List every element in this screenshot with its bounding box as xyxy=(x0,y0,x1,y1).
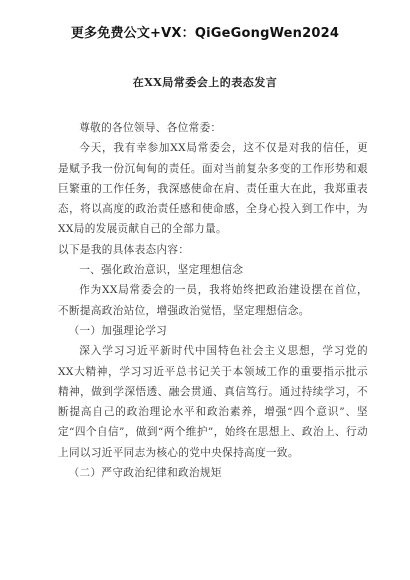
subsection-heading-2: （二）严守政治纪律和政治规矩 xyxy=(68,467,222,480)
subsection-heading-1: （一）加强理论学习 xyxy=(68,324,168,337)
paragraph-section-1: 作为XX局常委会的一员，我将始终把政治建设摆在首位，不断提高政治站位，增强政治觉悟，坚定理想信念。 xyxy=(58,284,368,317)
paragraph-lead-in: 以下是我的具体表态内容： xyxy=(58,243,190,256)
section-heading-1: 一、强化政治意识，坚定理想信念 xyxy=(79,264,244,277)
salutation: 尊敬的各位领导、各位常委： xyxy=(79,122,222,134)
document-title: 在XX局常委会上的表态发言 xyxy=(132,76,278,89)
document-body xyxy=(58,118,368,483)
promo-header: 更多免费公文+VX：QiGeGongWen2024 xyxy=(70,26,340,41)
paragraph-intro: 今天，我有幸参加XX局常委会，这不仅是对我的信任，更是赋予我一份沉甸甸的责任。面对当前复杂多变的工作形势和艰巨繁重的工作任务，我深感使命在肩、责任重大在此，我郑重表态，将以高度的政治责任感和使命感，全身心投入到工作中，为XX局的发展贡献自己的全部力量。 xyxy=(58,142,368,236)
paragraph-subsection-1: 深入学习习近平新时代中国特色社会主义思想，学习党的XX大精神，学习习近平总书记关于本领域工作的重要指示批示精神，做到学深悟透、融会贯通、真信笃行。通过持续学习，不断提高自己的政治理论水平和政治素养，增强“四个意识”、坚定“四个自信”，做到“两个维护”，始终在思想上、政治上、行动上同以习近平同志为核心的党中央保持高度一致。 xyxy=(58,345,368,459)
